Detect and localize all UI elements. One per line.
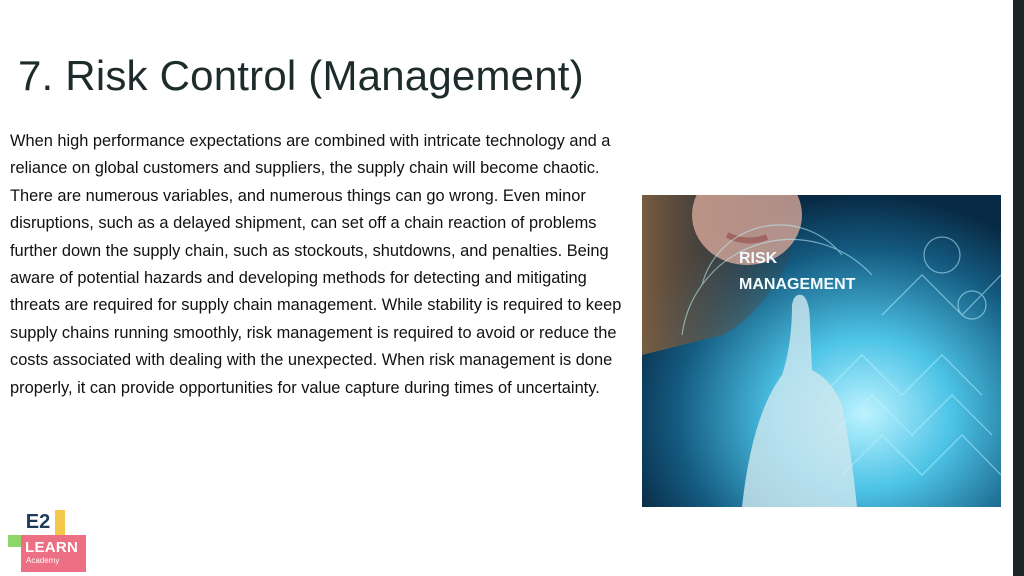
risk-management-photo [642, 195, 1001, 507]
logo-e2-text: E2 [21, 510, 55, 535]
logo-pink-block [21, 535, 86, 572]
logo-learn-text: LEARN [25, 539, 79, 556]
logo-green-block [8, 535, 21, 547]
slide-body-text: When high performance expectations are combined with intricate technology and a reliance on global customers and suppliers, the supply chain will become chaotic. There are numerous variables, and numerous things can go wrong. Even minor disruptions, such as a delayed shipment, can set off a chain reaction of problems further down the supply chain, such as stockouts, shutdowns, and penalties. Being aware of potential hazards and developing methods for detecting and mitigating threats are required for supply chain management. While stability is required to keep supply chains running smoothly, risk management is required to avoid or reduce the costs associated with dealing with the unexpected. When risk management is done properly, it can provide opportunities for value capture during times of uncertainty. [10, 132, 622, 397]
image-caption-line2: MANAGEMENT [739, 276, 856, 293]
slide-title: 7. Risk Control (Management) [18, 52, 584, 99]
logo-academy-text: Academy [26, 556, 60, 565]
logo-yellow-block [55, 510, 65, 535]
image-caption-line1: RISK [739, 250, 778, 267]
risk-management-illustration [642, 195, 1001, 507]
e2-learn-logo [8, 510, 86, 572]
right-edge-bar [1013, 0, 1024, 576]
